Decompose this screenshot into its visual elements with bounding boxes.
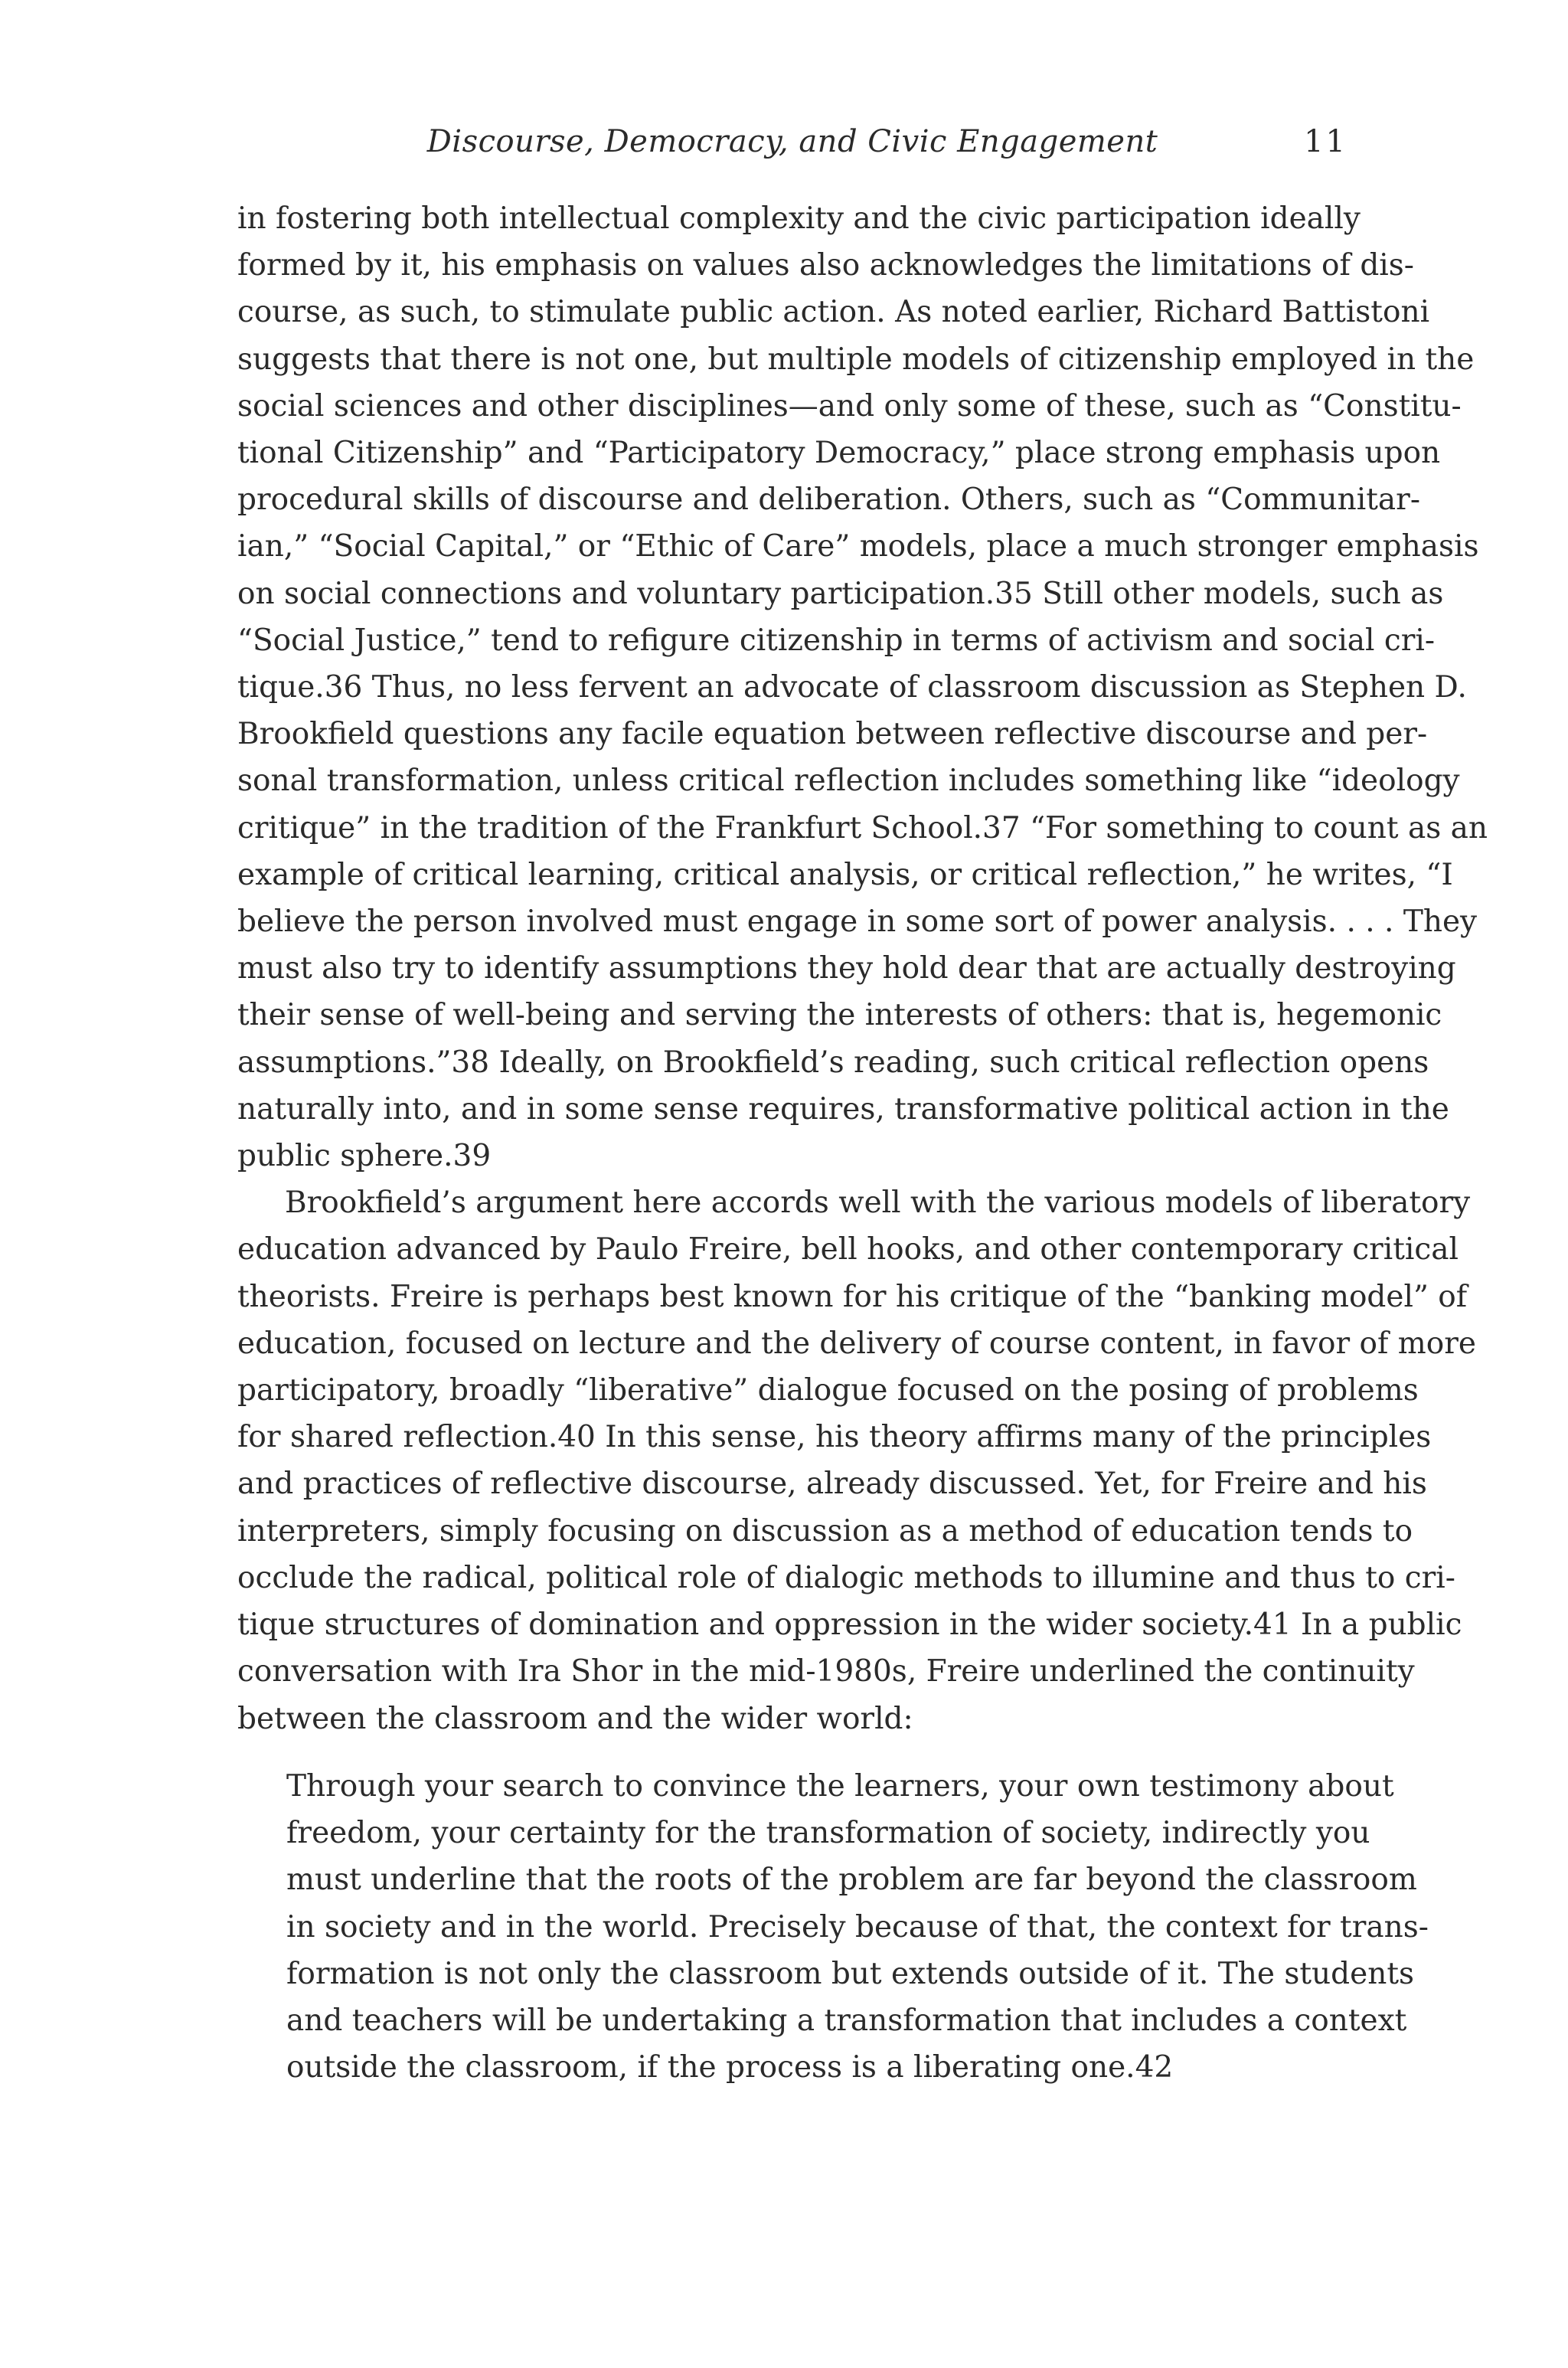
paragraph-1 (237, 195, 1488, 1179)
text-line: naturally into, and in some sense requires, transformative political action in the (237, 1091, 1449, 1127)
text-line: course, as such, to stimulate public action. As noted earlier, Richard Battistoni (237, 295, 1430, 330)
running-title: Discourse, Democracy, and Civic Engagement (426, 124, 1158, 159)
text-line: critique” in the tradition of the Frankfurt School.37 “For something to count as an (237, 810, 1488, 845)
text-line: participatory, broadly “liberative” dialogue focused on the posing of problems (237, 1373, 1419, 1408)
text-line: Brookfield’s argument here accords well with the various models of liberatory (285, 1186, 1471, 1221)
text-line: interpreters, simply focusing on discussion as a method of education tends to (237, 1513, 1413, 1549)
text-line: example of critical learning, critical analysis, or critical reflection,” he writes, “I (237, 857, 1453, 892)
text-line: public sphere.39 (237, 1139, 492, 1174)
block-quote (286, 1763, 1429, 2091)
text-line: tique.36 Thus, no less fervent an advocate of classroom discussion as Stephen D. (237, 670, 1467, 705)
text-line: formed by it, his emphasis on values also acknowledges the limitations of dis- (237, 248, 1414, 283)
text-line: in fostering both intellectual complexity and the civic participation ideally (237, 201, 1361, 236)
quote-line: freedom, your certainty for the transformation of society, indirectly you (286, 1816, 1370, 1851)
quote-line: and teachers will be undertaking a transformation that includes a context (286, 2003, 1407, 2039)
text-line: social sciences and other disciplines—and only some of these, such as “Constitu- (237, 388, 1462, 424)
text-line: assumptions.”38 Ideally, on Brookfield’s reading, such critical reflection opens (237, 1045, 1429, 1080)
running-head (237, 115, 1348, 168)
paragraph-2 (237, 1179, 1476, 1742)
text-line: between the classroom and the wider world: (237, 1701, 913, 1736)
text-line: occlude the radical, political role of dialogic methods to illumine and thus to cri- (237, 1560, 1455, 1595)
text-line: education advanced by Paulo Freire, bell hooks, and other contemporary critical (237, 1232, 1459, 1267)
text-line: “Social Justice,” tend to refigure citizenship in terms of activism and social cri- (237, 623, 1436, 658)
text-line: tional Citizenship” and “Participatory Democracy,” place strong emphasis upon (237, 436, 1441, 471)
body-text (237, 195, 1488, 1742)
text-line: education, focused on lecture and the delivery of course content, in favor of more (237, 1326, 1476, 1361)
page-number: 11 (1304, 124, 1348, 159)
quote-line: Through your search to convince the learners, your own testimony about (286, 1769, 1394, 1804)
text-line: for shared reflection.40 In this sense, his theory affirms many of the principles (237, 1420, 1432, 1455)
text-line: believe the person involved must engage in some sort of power analysis. . . . They (237, 904, 1478, 940)
text-line: theorists. Freire is perhaps best known for his critique of the “banking model” of (237, 1279, 1468, 1314)
quote-line: must underline that the roots of the problem are far beyond the classroom (286, 1863, 1417, 1898)
text-line: and practices of reflective discourse, already discussed. Yet, for Freire and his (237, 1467, 1427, 1502)
text-line: procedural skills of discourse and deliberation. Others, such as “Communitar- (237, 482, 1420, 518)
text-line: suggests that there is not one, but multiple models of citizenship employed in the (237, 342, 1475, 377)
text-line: on social connections and voluntary participation.35 Still other models, such as (237, 576, 1444, 611)
text-line: must also try to identify assumptions they hold dear that are actually destroying (237, 951, 1456, 986)
text-line: conversation with Ira Shor in the mid-1980s, Freire underlined the continuity (237, 1654, 1415, 1689)
text-line: sonal transformation, unless critical reflection includes something like “ideology (237, 764, 1460, 799)
text-line: ian,” “Social Capital,” or “Ethic of Care” models, place a much stronger emphasis (237, 529, 1479, 564)
text-line: Brookfield questions any facile equation between reflective discourse and per- (237, 717, 1428, 752)
quote-line: formation is not only the classroom but extends outside of it. The students (286, 1956, 1415, 1991)
quote-line: outside the classroom, if the process is a liberating one.42 (286, 2050, 1174, 2085)
quote-line: in society and in the world. Precisely because of that, the context for trans- (286, 1909, 1429, 1944)
text-line: their sense of well-being and serving the interests of others: that is, hegemonic (237, 998, 1442, 1033)
text-line: tique structures of domination and oppression in the wider society.41 In a public (237, 1608, 1462, 1643)
